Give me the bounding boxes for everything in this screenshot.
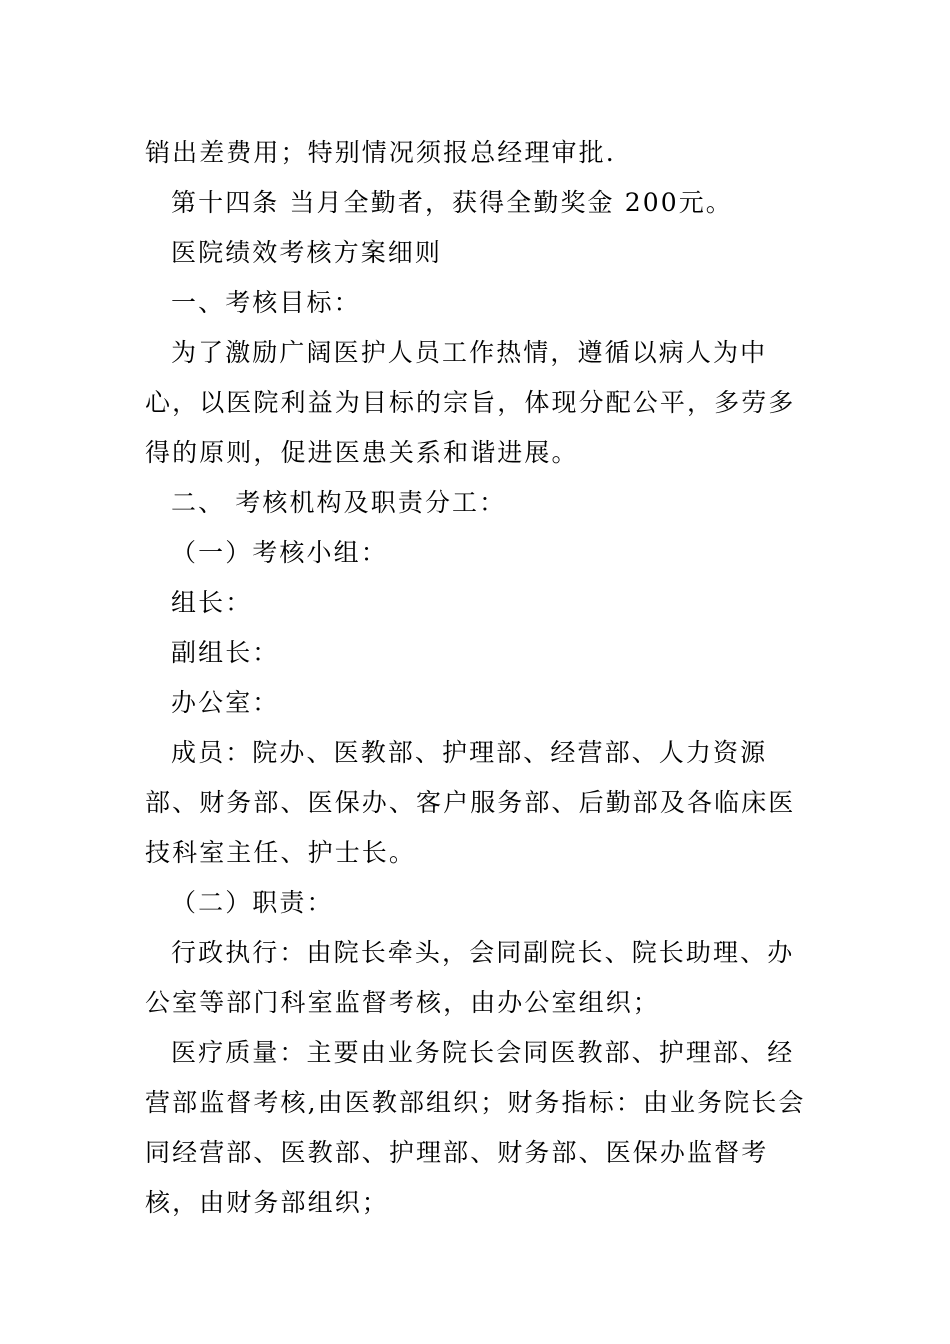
paragraph-medical-quality: 医疗质量：主要由业务院长会同医教部、护理部、经营部监督考核,由医教部组织；财务指标：由业务院长会同经营部、医教部、护理部、财务部、医保办监督考核，由财务部组织； — [145, 1038, 806, 1217]
line-deputy-leader: 副组长： — [171, 638, 280, 667]
paragraph-members: 成员：院办、医教部、护理部、经营部、人力资源部、财务部、医保办、客户服务部、后勤部及各临床医技科室主任、护士长。 — [145, 738, 796, 867]
subheading-assessment-group: （一）考核小组： — [171, 538, 388, 567]
paragraph-admin-execution: 行政执行：由院长牵头，会同副院长、院长助理、办公室等部门科室监督考核，由办公室组织； — [145, 938, 795, 1017]
paragraph-goal-body: 为了激励广阔医护人员工作热情，遵循以病人为中心，以医院利益为目标的宗旨，体现分配公平，多劳多得的原则，促进医患关系和谐进展。 — [145, 338, 796, 467]
section-title: 医院绩效考核方案细则 — [171, 238, 443, 267]
heading-organization: 二、 考核机构及职责分工： — [171, 488, 507, 517]
paragraph-travel-expense: 销出差费用；特别情况须报总经理审批. — [145, 138, 616, 167]
heading-assessment-goal: 一、考核目标： — [171, 288, 361, 317]
subheading-duties: （二）职责： — [171, 888, 334, 917]
line-group-leader: 组长： — [171, 588, 253, 617]
paragraph-article-14: 第十四条 当月全勤者，获得全勤奖金 200元。 — [171, 188, 733, 217]
line-office: 办公室： — [171, 688, 280, 717]
document-body — [145, 128, 810, 1228]
